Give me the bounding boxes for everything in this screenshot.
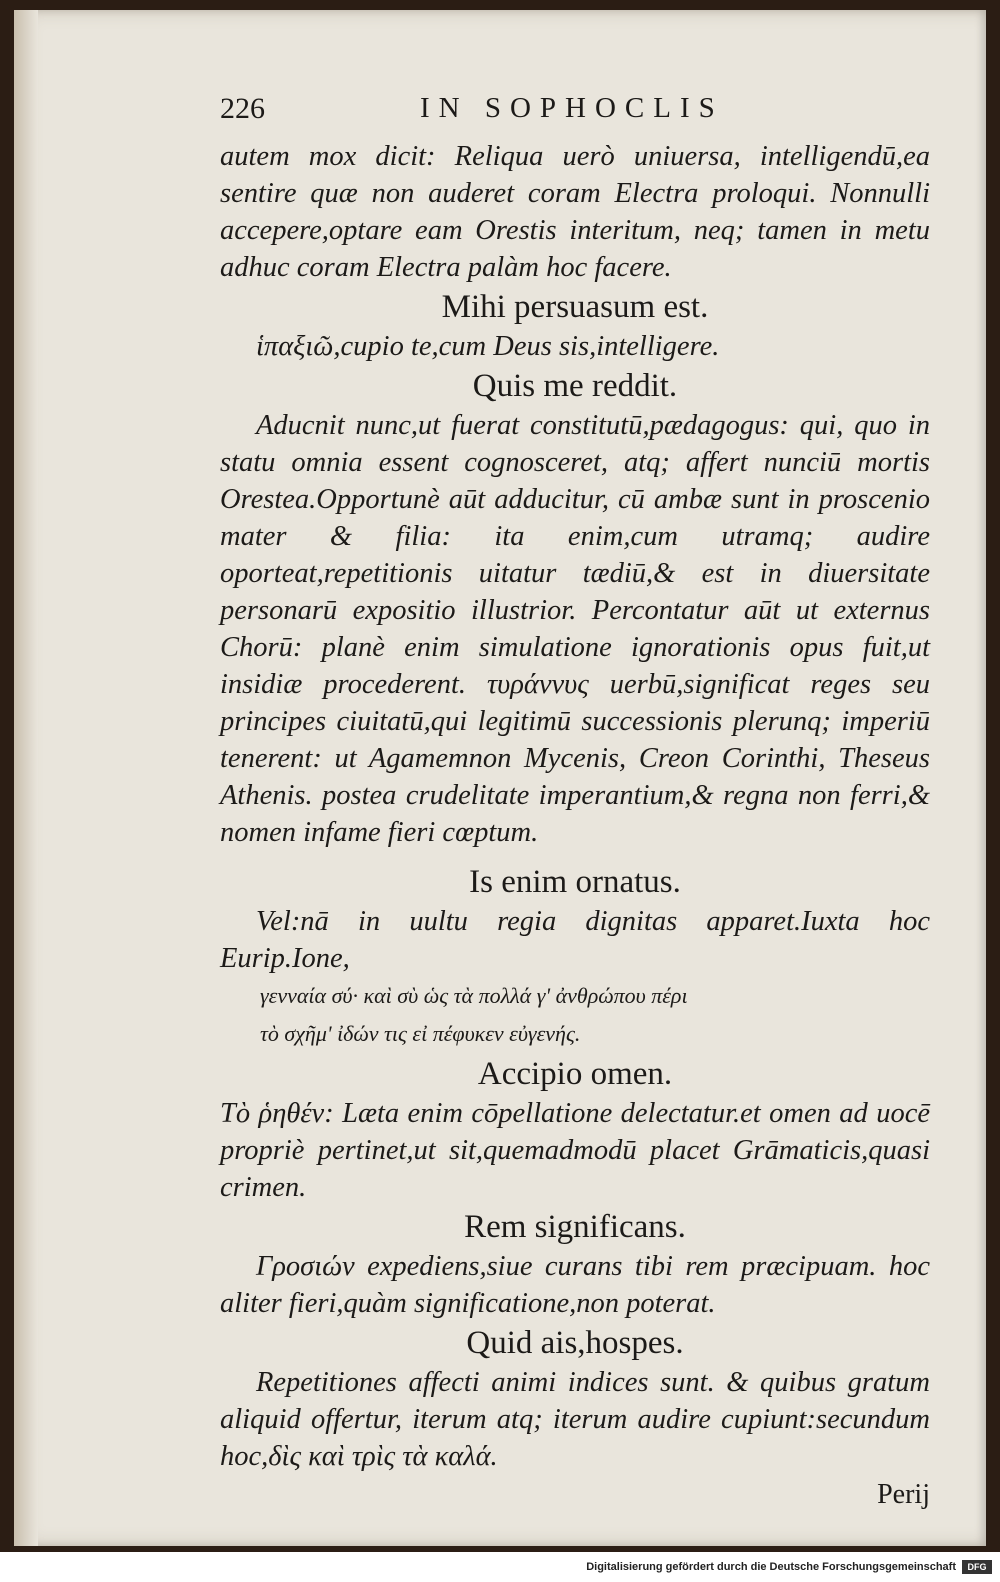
- footer-credit: Digitalisierung gefördert durch die Deutsche Forschungsgemeinschaft: [586, 1561, 956, 1573]
- lemma-heading: Is enim ornatus.: [469, 864, 681, 900]
- page-gutter: [14, 10, 38, 1546]
- lemma-heading: Quid ais,hospes.: [466, 1325, 684, 1361]
- commentary-paragraph: Aducnit nunc,ut fuerat constitutū,pædagogus: qui, quo in statu omnia essent cognosceret, atq; affert nunciū mortis Orestea.Opportunè aūt adducitur, cū ambæ sunt in proscenio mater & filia: ita enim,cum utramq; audire oporteat,repetitionis uitatur tædiū,& est in diuersitate personarū expositio illustrior. Percontatur aūt ut externus Chorū: planè enim simulatione ignorationis opus fuit,ut insidiæ procederent. τυράννυς uerbū,significat reges seu principes ciuitatū,qui legitimū successionis plerunq; imperiū tenerent: ut Agamemnon Mycenis, Creon Corinthi, Theseus Athenis. postea crudelitate imperantium,& regna non ferri,& nomen infame fieri cœptum.: [220, 410, 930, 848]
- commentary-paragraph: autem mox dicit: Reliqua uerò uniuersa, intelligendū,ea sentire quæ non auderet coram Electra proloqui. Nonnulli accepere,optare eam Orestis interitum, neq; tamen in metu adhuc coram Electra palàm hoc facere.: [220, 141, 930, 283]
- greek-quotation-line: γενναία σύ· καὶ σὺ ὡς τὰ πολλά γ' ἀνθρώπου πέρι: [260, 983, 688, 1008]
- page-header: [220, 86, 930, 138]
- page-number: 226: [220, 92, 265, 125]
- greek-quotation-line: τὸ σχῆμ' ἰδών τις εἰ πέφυκεν εὐγενής.: [260, 1021, 581, 1046]
- lemma-heading: Rem significans.: [464, 1209, 686, 1245]
- running-head: IN SOPHOCLIS: [420, 92, 724, 124]
- commentary-paragraph: Τὸ ῥηθέν: Læta enim cōpellatione delectatur.et omen ad uocē propriè pertinet,ut sit,quemadmodū placet Grāmaticis,quasi crimen.: [220, 1098, 930, 1203]
- page-content: [220, 86, 930, 1511]
- lemma-heading: Accipio omen.: [477, 1056, 673, 1092]
- lemma-heading: Quis me reddit.: [472, 368, 678, 404]
- catchword: Perij: [877, 1479, 930, 1510]
- book-page: [14, 10, 986, 1546]
- commentary-paragraph: Γροσιών expediens,siue curans tibi rem præcipuam. hoc aliter fieri,quàm significatione,non poterat.: [220, 1251, 930, 1319]
- commentary-paragraph: Vel:nā in uultu regia dignitas apparet.Iuxta hoc Eurip.Ione,: [220, 906, 930, 974]
- commentary-paragraph: ἱπαξιῶ,cupio te,cum Deus sis,intelligere.: [256, 331, 720, 362]
- dfg-logo-icon: DFG: [962, 1560, 992, 1574]
- lemma-heading: Mihi persuasum est.: [441, 289, 709, 325]
- digitization-footer: [0, 1552, 1000, 1582]
- commentary-paragraph: Repetitiones affecti animi indices sunt. & quibus gratum aliquid offertur, iterum atq; iterum audire cupiunt:secundum hoc,δὶς καὶ τρὶς τὰ καλά.: [220, 1367, 930, 1472]
